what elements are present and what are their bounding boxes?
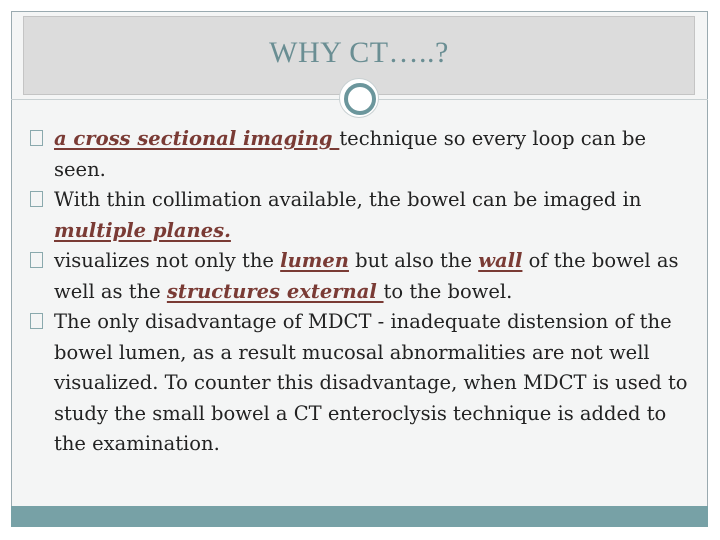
bullet-box-icon <box>30 185 49 216</box>
ring-icon <box>344 83 376 115</box>
bullet-text: With thin collimation available, the bowel can be imaged in <box>54 188 642 211</box>
emphasized-text: structures external <box>166 279 384 303</box>
bullet-box-shape <box>30 252 43 268</box>
bullet-item <box>30 185 700 246</box>
emphasized-text: a cross sectional imaging <box>54 127 340 150</box>
bullet-list <box>30 124 700 460</box>
bullet-text: The only disadvantage of MDCT - inadequate distension of the bowel lumen, as a result mucosal abnormalities are not well visualized. To counter this disadvantage, when MDCT is used to study the small bowel a CT enteroclysis technique is added to the examination. <box>54 310 688 455</box>
bullet-box-shape <box>30 191 43 207</box>
bullet-item <box>30 307 700 460</box>
bullet-text: technique so every loop can be seen. <box>54 127 647 181</box>
bullet-text: to the bowel. <box>383 279 513 303</box>
bullet-text: but also the <box>348 249 479 272</box>
bullet-box-shape <box>30 130 43 146</box>
bottom-accent-bar <box>11 506 708 527</box>
emphasized-text: lumen <box>280 249 349 272</box>
bullet-box-icon <box>30 124 49 155</box>
bullet-item <box>30 124 700 185</box>
slide-title: WHY CT…..? <box>269 35 449 69</box>
bullet-box-icon <box>30 246 49 277</box>
bullet-text: visualizes not only the <box>54 249 281 272</box>
bullet-box-shape <box>30 313 43 329</box>
bullet-item <box>30 246 700 307</box>
emphasized-text: multiple planes. <box>54 218 231 242</box>
bullet-text: of the bowel as well as the <box>54 249 679 303</box>
bullet-box-icon <box>30 307 49 338</box>
emphasized-text: wall <box>478 249 523 272</box>
